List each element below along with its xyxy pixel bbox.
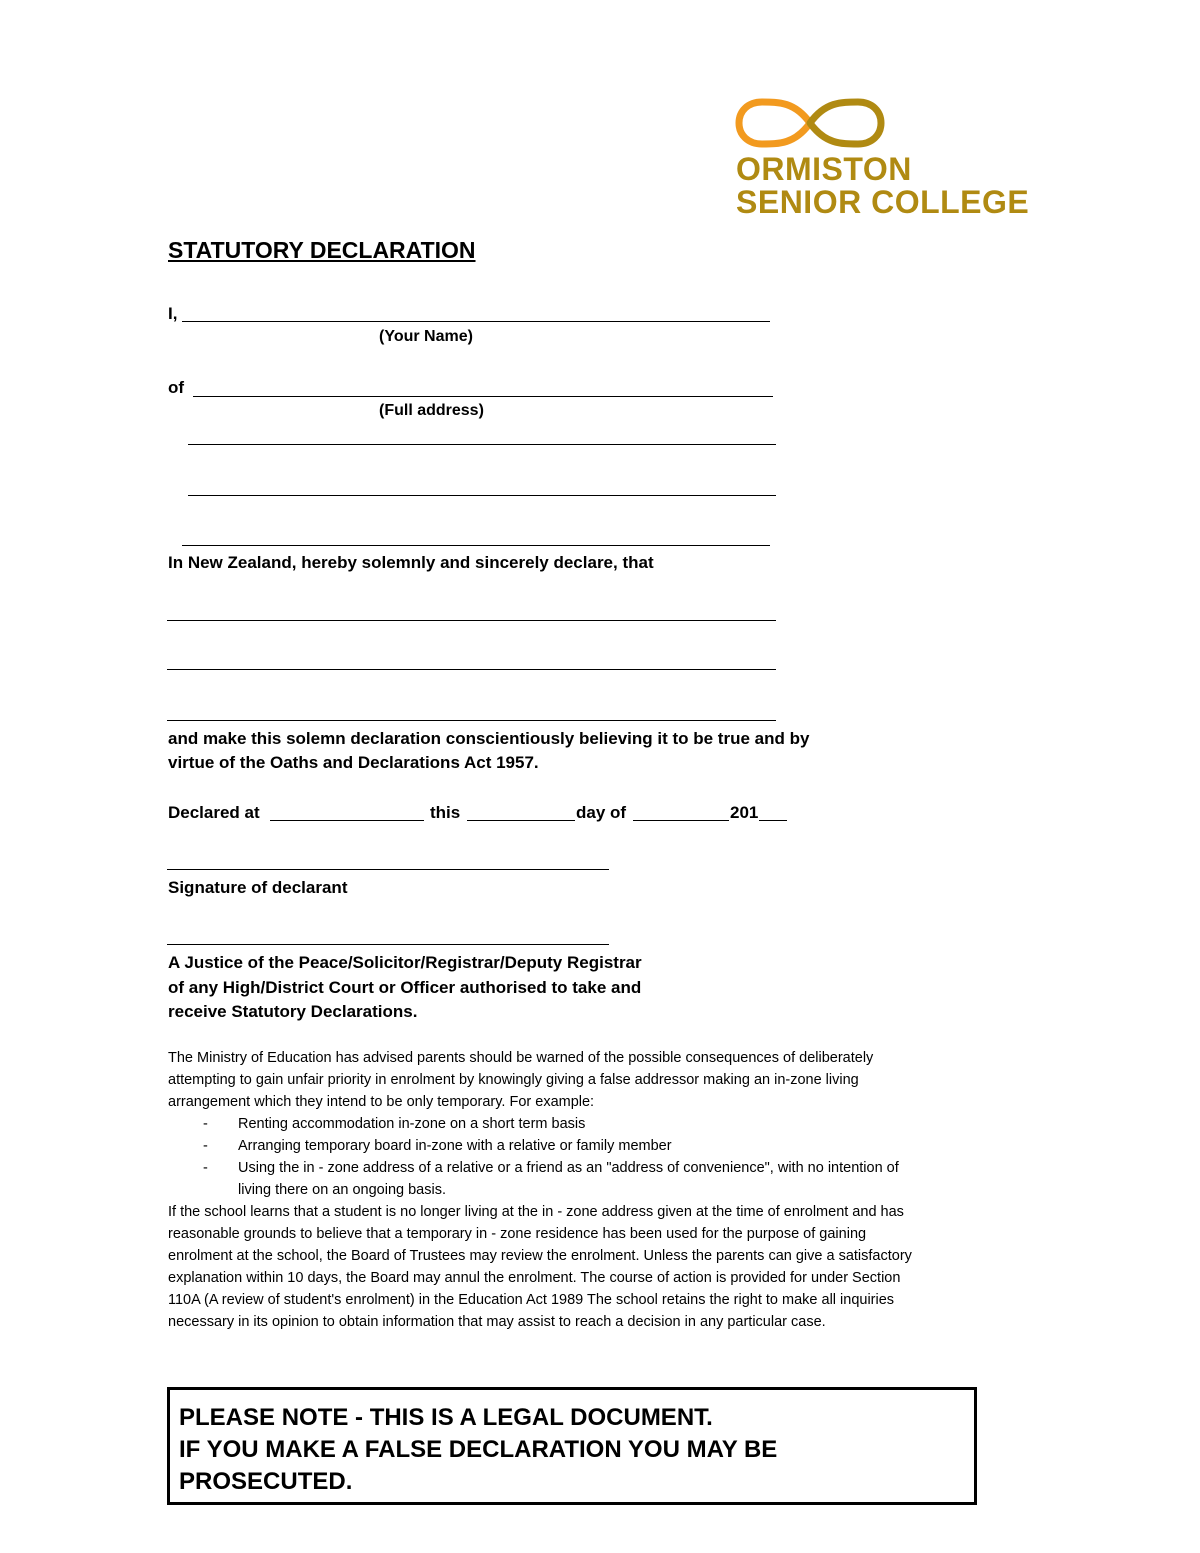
month-field-line[interactable]: [633, 820, 729, 821]
notice-body-line: 110A (A review of student's enrolment) in the Education Act 1989 The school retains the right to make all inquiries: [168, 1292, 895, 1308]
address-prefix: of: [168, 378, 185, 397]
address-field-line-4[interactable]: [182, 545, 770, 546]
witness-signature-line[interactable]: [167, 944, 609, 945]
signature-field-line[interactable]: [167, 869, 609, 870]
list-item: [168, 1157, 978, 1179]
warning-line-2: IF YOU MAKE A FALSE DECLARATION YOU MAY BE: [179, 1436, 778, 1463]
address-caption: (Full address): [379, 402, 484, 419]
logo-line-1: ORMISTON: [736, 151, 912, 187]
address-field-line-1[interactable]: [193, 396, 773, 397]
year-field-line[interactable]: [759, 820, 787, 821]
signature-label: Signature of declarant: [168, 878, 348, 897]
bullet-dash: -: [203, 1116, 208, 1132]
list-item: [168, 1135, 978, 1157]
witness-line-3: receive Statutory Declarations.: [168, 1002, 418, 1021]
name-field-line[interactable]: [182, 321, 770, 322]
bullet-text: Renting accommodation in-zone on a short term basis: [238, 1116, 586, 1132]
notice-intro-line: attempting to gain unfair priority in enrolment by knowingly giving a false addressor making an in-zone living: [168, 1072, 859, 1088]
declared-at-label: Declared at: [168, 803, 260, 822]
bullet-text: Arranging temporary board in-zone with a relative or family member: [238, 1138, 672, 1154]
declaration-field-line-3[interactable]: [167, 720, 776, 721]
infinity-loop-logo-icon: [735, 98, 885, 148]
notice-intro-line: The Ministry of Education has advised parents should be warned of the possible consequences of deliberately: [168, 1050, 874, 1066]
bullet-text: living there on an ongoing basis.: [238, 1182, 446, 1198]
list-item: [168, 1179, 978, 1201]
year-prefix: 201: [730, 803, 759, 822]
address-field-line-2[interactable]: [188, 444, 776, 445]
list-item: [168, 1113, 978, 1135]
bullet-dash: -: [203, 1160, 208, 1176]
witness-line-1: A Justice of the Peace/Solicitor/Registrar/Deputy Registrar: [168, 953, 642, 972]
name-caption: (Your Name): [379, 328, 473, 345]
notice-section: [168, 1047, 978, 1333]
conscience-line-1: and make this solemn declaration conscientiously believing it to be true and by: [168, 729, 810, 748]
conscience-line-2: virtue of the Oaths and Declarations Act 1957.: [168, 753, 539, 772]
declare-text: In New Zealand, hereby solemnly and sincerely declare, that: [168, 553, 654, 572]
declared-at-field-line[interactable]: [270, 820, 424, 821]
notice-body-line: explanation within 10 days, the Board may annul the enrolment. The course of action is provided for under Section: [168, 1270, 901, 1286]
bullet-dash: -: [203, 1138, 208, 1154]
warning-line-3: PROSECUTED.: [179, 1468, 353, 1495]
notice-body-line: necessary in its opinion to obtain information that may assist to reach a decision in any particular case.: [168, 1314, 826, 1330]
this-label: this: [430, 803, 461, 822]
declaration-field-line-2[interactable]: [167, 669, 776, 670]
day-of-label: day of: [576, 803, 627, 822]
notice-body-line: If the school learns that a student is no longer living at the in - zone address given at the time of enrolment and has: [168, 1204, 904, 1220]
name-prefix: I,: [168, 304, 178, 323]
warning-line-1: PLEASE NOTE - THIS IS A LEGAL DOCUMENT.: [179, 1404, 713, 1431]
legal-warning-box: [167, 1387, 977, 1505]
address-field-line-3[interactable]: [188, 495, 776, 496]
logo-line-2: SENIOR COLLEGE: [736, 184, 1030, 220]
notice-intro-line: arrangement which they intend to be only temporary. For example:: [168, 1094, 595, 1110]
witness-line-2: of any High/District Court or Officer authorised to take and: [168, 978, 642, 997]
notice-body-line: reasonable grounds to believe that a temporary in - zone residence has been used for the purpose of gaining: [168, 1226, 867, 1242]
declaration-field-line-1[interactable]: [167, 620, 776, 621]
day-field-line[interactable]: [467, 820, 575, 821]
notice-bullet-list: [168, 1113, 978, 1201]
bullet-text: Using the in - zone address of a relative or a friend as an "address of convenience", with no intention of: [238, 1160, 899, 1176]
document-title: STATUTORY DECLARATION: [168, 237, 476, 263]
notice-body-line: enrolment at the school, the Board of Trustees may review the enrolment. Unless the parents can give a satisfactory: [168, 1248, 912, 1264]
